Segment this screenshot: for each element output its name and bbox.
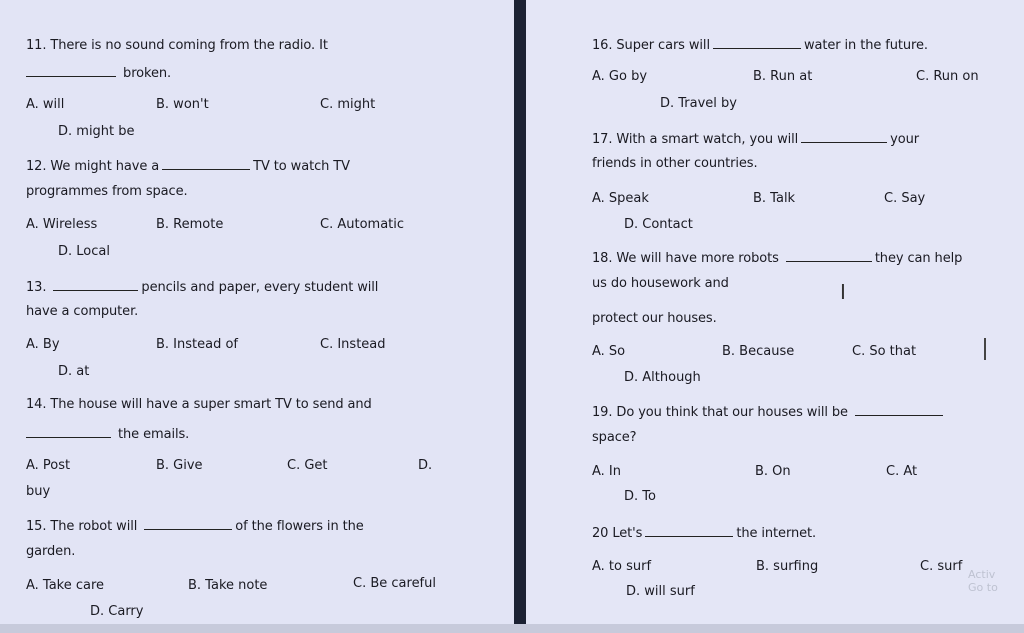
question-11-text: 11. There is no sound coming from the radio. It (26, 38, 328, 53)
question-17-text (592, 130, 919, 147)
question-20-pre: 20 Let's (592, 526, 643, 541)
option-b: B. Give (156, 458, 203, 473)
question-18-text (592, 249, 962, 266)
answer-blank (801, 130, 887, 143)
text-cursor-icon: I (840, 280, 846, 304)
question-19-text (592, 403, 946, 420)
option-a: A. Speak (592, 191, 649, 206)
option-c: C. Instead (320, 337, 386, 352)
question-15-post: of the flowers in the (235, 519, 364, 534)
question-11-tail: broken. (123, 66, 172, 81)
option-c: C. Say (884, 191, 926, 206)
option-b: B. Because (722, 344, 795, 359)
option-b: B. won't (156, 97, 209, 112)
option-b: B. Run at (753, 69, 813, 84)
option-b: B. On (755, 464, 791, 479)
option-a: A. So (592, 344, 626, 359)
question-12-text (26, 157, 350, 174)
answer-blank (162, 157, 250, 170)
panel-divider (514, 0, 526, 633)
question-15-pre: 15. The robot will (26, 519, 138, 534)
question-20-post: the internet. (736, 526, 817, 541)
question-13-line2: have a computer. (26, 304, 139, 319)
option-b: B. Take note (188, 578, 268, 593)
question-16-pre: 16. Super cars will (592, 38, 710, 53)
question-13-text (26, 278, 378, 295)
option-a: A. to surf (592, 559, 652, 574)
question-11-line2 (26, 64, 171, 81)
option-d-text: buy (26, 484, 51, 499)
question-16-post: water in the future. (803, 38, 928, 53)
question-17-post: your (890, 132, 920, 147)
answer-blank (786, 249, 872, 262)
option-a: A. In (592, 464, 622, 479)
answer-blank (26, 64, 116, 77)
caret-icon (984, 338, 986, 360)
activation-watermark (968, 568, 998, 594)
question-14-tail: the emails. (118, 427, 190, 442)
question-12-post: TV to watch TV (253, 159, 350, 174)
answer-blank (26, 425, 111, 438)
watermark-line1: Activ (968, 568, 996, 581)
question-19-line2: space? (592, 430, 637, 445)
question-13-num: 13. (26, 280, 47, 295)
question-18-pre: 18. We will have more robots (592, 251, 779, 266)
option-a: A. By (26, 337, 60, 352)
option-b: B. Instead of (156, 337, 239, 352)
option-d: D. Although (624, 370, 701, 385)
answer-blank (713, 36, 801, 49)
question-18-line2: us do housework and (592, 276, 729, 291)
option-b: B. surfing (756, 559, 819, 574)
question-18-line3: protect our houses. (592, 311, 717, 326)
question-14-text: 14. The house will have a super smart TV to send and (26, 397, 372, 412)
option-d: D. Travel by (660, 96, 737, 111)
question-15-text (26, 517, 364, 534)
option-a: A. Go by (592, 69, 648, 84)
option-d: D. (418, 458, 433, 473)
option-c: C. might (320, 97, 376, 112)
option-d: D. Carry (90, 604, 144, 619)
question-17-pre: 17. With a smart watch, you will (592, 132, 799, 147)
option-a: A. will (26, 97, 65, 112)
option-c: C. Automatic (320, 217, 405, 232)
question-12-line2: programmes from space. (26, 184, 188, 199)
option-c: C. Be careful (353, 576, 436, 591)
option-a: A. Post (26, 458, 71, 473)
answer-blank (855, 403, 943, 416)
option-c: C. At (886, 464, 918, 479)
option-d: D. Contact (624, 217, 693, 232)
bottom-edge (0, 624, 1024, 633)
answer-blank (645, 524, 733, 537)
option-b: B. Talk (753, 191, 796, 206)
answer-blank (144, 517, 232, 530)
question-20-text (592, 524, 816, 541)
option-a: A. Wireless (26, 217, 98, 232)
option-d: D. Local (58, 244, 110, 259)
option-d: D. at (58, 364, 90, 379)
option-c: C. Run on (916, 69, 979, 84)
option-c: C. surf (920, 559, 963, 574)
option-b: B. Remote (156, 217, 224, 232)
option-d: D. might be (58, 124, 135, 139)
watermark-line2: Go to (968, 581, 998, 594)
option-c: C. Get (287, 458, 328, 473)
question-14-line2 (26, 425, 189, 442)
option-c: C. So that (852, 344, 917, 359)
question-19-pre: 19. Do you think that our houses will be (592, 405, 848, 420)
option-a: A. Take care (26, 578, 105, 593)
option-d: D. will surf (626, 584, 695, 599)
question-17-line2: friends in other countries. (592, 156, 758, 171)
option-d: D. To (624, 489, 656, 504)
question-15-line2: garden. (26, 544, 76, 559)
question-12-pre: 12. We might have a (26, 159, 160, 174)
question-13-post: pencils and paper, every student will (141, 280, 379, 295)
answer-blank (53, 278, 138, 291)
question-16-text (592, 36, 928, 53)
question-18-post: they can help (874, 251, 963, 266)
